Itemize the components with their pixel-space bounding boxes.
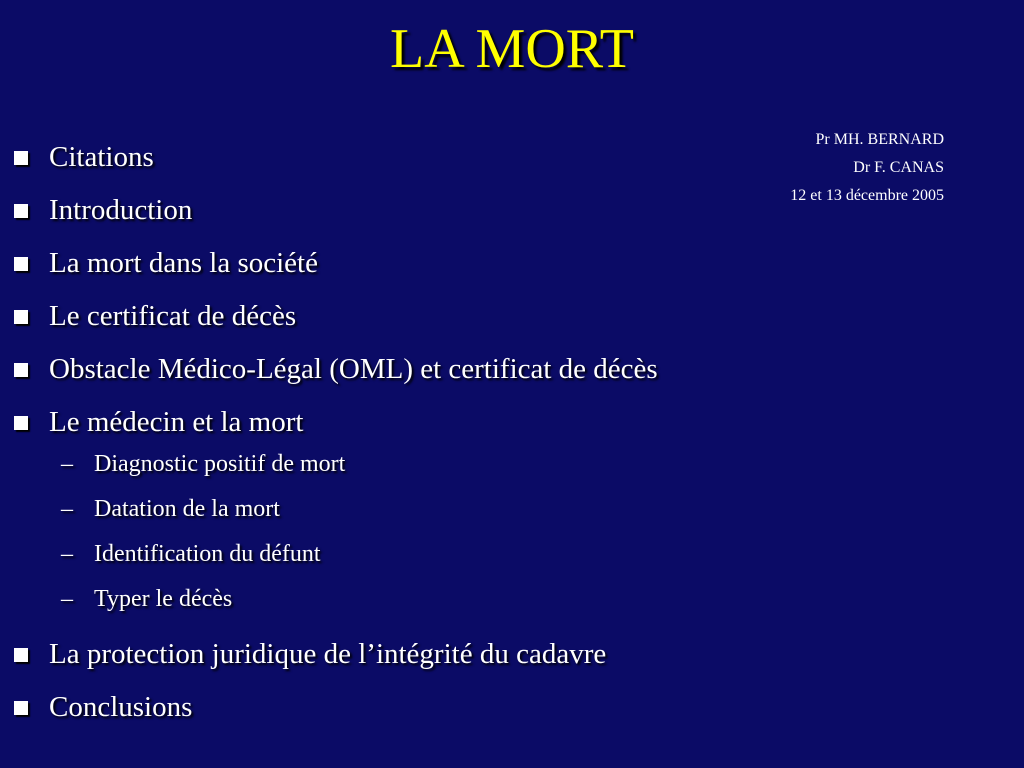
bullet-label: Citations — [49, 141, 154, 173]
square-bullet-icon — [14, 416, 28, 430]
square-bullet-icon — [14, 204, 28, 218]
dash-marker: – — [61, 496, 73, 522]
bullet-item — [14, 402, 994, 448]
bullet-list — [14, 137, 994, 740]
bullet-label: Le médecin et la mort — [49, 406, 304, 438]
dash-marker: – — [61, 541, 73, 567]
square-bullet-icon — [14, 363, 28, 377]
bullet-item — [14, 349, 994, 402]
dash-marker: – — [61, 586, 73, 612]
dash-marker: – — [61, 451, 73, 477]
author-line: Dr F. CANAS — [853, 159, 944, 176]
bullet-label: Obstacle Médico-Légal (OML) et certificat de décès — [49, 353, 658, 385]
sub-bullet-item — [14, 448, 994, 493]
sub-bullet-label: Identification du défunt — [94, 541, 321, 567]
sub-bullet-item — [14, 583, 994, 628]
bullet-item — [14, 687, 994, 740]
date-line: 12 et 13 décembre 2005 — [790, 187, 944, 204]
sub-bullet-item — [14, 538, 994, 583]
sub-bullet-label: Typer le décès — [94, 586, 233, 612]
sub-bullet-label: Diagnostic positif de mort — [94, 451, 346, 477]
square-bullet-icon — [14, 648, 28, 662]
author-line: Pr MH. BERNARD — [815, 131, 944, 148]
bullet-item — [14, 634, 994, 687]
sub-bullet-item — [14, 493, 994, 538]
bullet-item — [14, 296, 994, 349]
square-bullet-icon — [14, 257, 28, 271]
square-bullet-icon — [14, 151, 28, 165]
bullet-label: Conclusions — [49, 691, 193, 723]
bullet-label: Introduction — [49, 194, 193, 226]
bullet-label: Le certificat de décès — [49, 300, 297, 332]
sub-bullet-label: Datation de la mort — [94, 496, 280, 522]
bullet-item — [14, 190, 994, 243]
bullet-item — [14, 137, 994, 190]
bullet-label: La mort dans la société — [49, 247, 318, 279]
bullet-item — [14, 243, 994, 296]
slide-title: LA MORT — [390, 18, 634, 80]
bullet-label: La protection juridique de l’intégrité du cadavre — [49, 638, 607, 670]
square-bullet-icon — [14, 310, 28, 324]
square-bullet-icon — [14, 701, 28, 715]
